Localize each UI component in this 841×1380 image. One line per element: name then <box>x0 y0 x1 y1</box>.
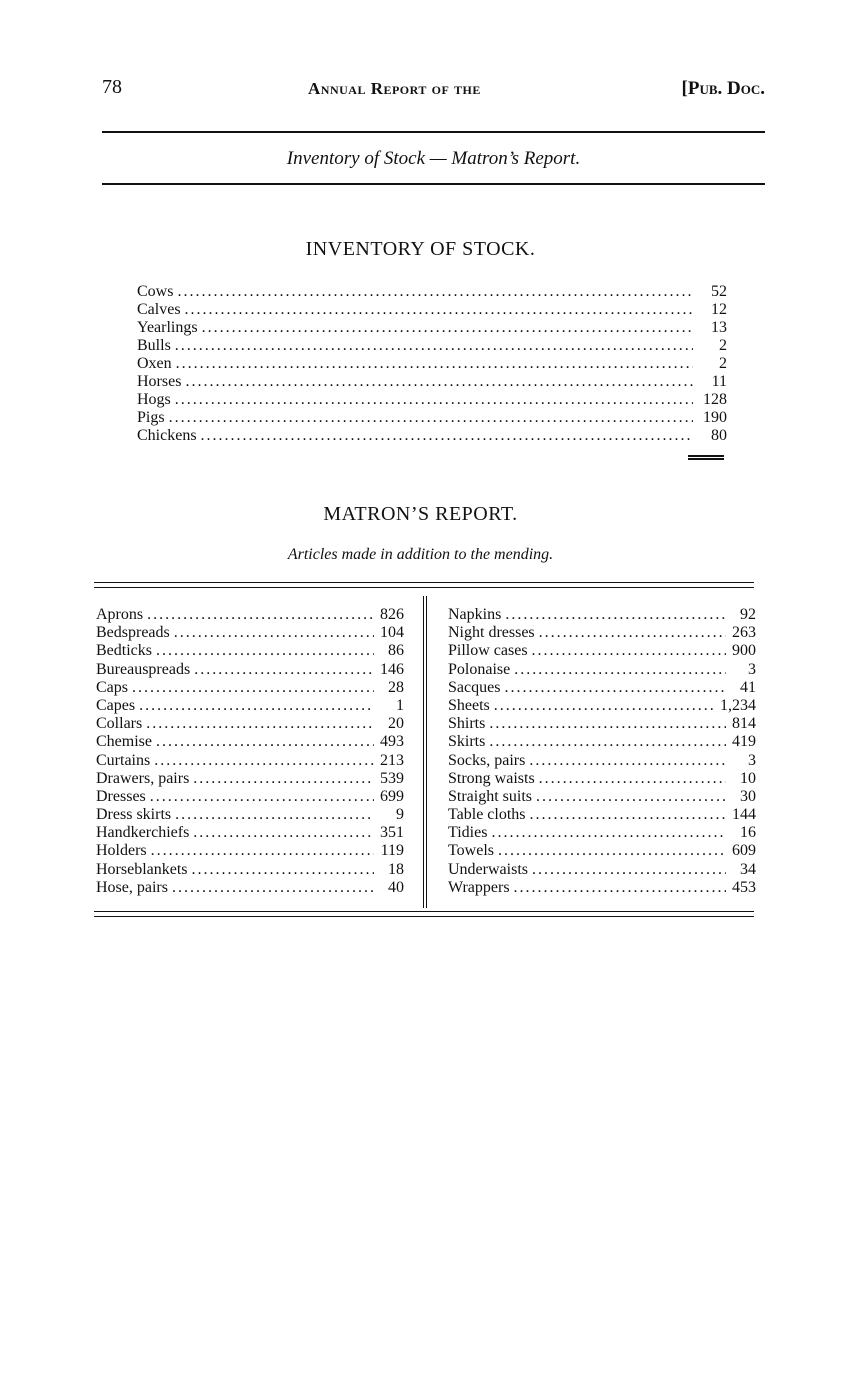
article-label: Tidies <box>448 824 488 842</box>
article-label: Dress skirts <box>96 806 172 824</box>
dot-leader <box>151 842 374 860</box>
article-value: 119 <box>380 842 404 860</box>
article-label: Sheets <box>448 696 490 714</box>
article-row <box>448 715 756 733</box>
stock-value: 190 <box>703 409 727 426</box>
article-value: 351 <box>380 824 404 842</box>
dot-leader <box>532 642 726 660</box>
dot-leader <box>532 861 726 879</box>
stock-label: Horses <box>137 373 182 390</box>
dot-leader <box>139 697 374 715</box>
article-value: 28 <box>388 678 404 696</box>
stock-label: Calves <box>137 301 181 318</box>
stock-value: 80 <box>711 427 727 444</box>
article-value: 9 <box>396 806 404 824</box>
article-value: 92 <box>740 606 756 623</box>
article-value: 20 <box>388 715 404 733</box>
stock-row <box>137 283 727 301</box>
stock-value: 52 <box>711 283 727 300</box>
article-label: Curtains <box>96 751 151 769</box>
matron-section-title: MATRON’S REPORT. <box>323 503 518 525</box>
stock-value: 11 <box>711 373 727 390</box>
article-row <box>448 642 756 660</box>
stock-row <box>137 301 727 319</box>
article-value: 900 <box>732 642 756 660</box>
stock-label: Cows <box>137 283 174 300</box>
dot-leader <box>201 427 693 445</box>
dot-leader <box>193 770 374 788</box>
dot-leader <box>156 642 374 660</box>
article-row <box>448 661 756 679</box>
article-label: Handkerchiefs <box>96 824 190 842</box>
article-label: Chemise <box>96 733 152 751</box>
article-row <box>448 733 756 751</box>
dot-leader <box>150 788 374 806</box>
dot-leader <box>154 752 374 770</box>
dot-leader <box>177 283 693 301</box>
article-label: Bedticks <box>96 642 152 660</box>
header-rule-bottom <box>102 183 765 185</box>
column-divider <box>423 596 427 908</box>
stock-value: 2 <box>719 337 727 354</box>
article-label: Polonaise <box>448 660 511 678</box>
article-row <box>96 879 404 897</box>
article-row <box>448 824 756 842</box>
article-value: 493 <box>380 733 404 751</box>
dot-leader <box>489 715 726 733</box>
article-row <box>448 624 756 642</box>
dot-leader <box>176 355 693 373</box>
article-label: Collars <box>96 715 143 733</box>
dot-leader <box>514 661 726 679</box>
article-label: Hose, pairs <box>96 878 168 896</box>
article-value: 86 <box>388 642 404 660</box>
dot-leader <box>494 697 716 715</box>
article-row <box>448 879 756 897</box>
article-label: Bureauspreads <box>96 660 191 678</box>
article-value: 609 <box>732 842 756 860</box>
article-label: Towels <box>448 842 494 860</box>
article-row <box>96 679 404 697</box>
stock-row <box>137 337 727 355</box>
article-row <box>448 842 756 860</box>
article-row <box>448 679 756 697</box>
article-row <box>96 715 404 733</box>
article-row <box>96 861 404 879</box>
article-row <box>96 606 404 624</box>
article-row <box>448 770 756 788</box>
article-label: Strong waists <box>448 769 535 787</box>
article-value: 16 <box>740 824 756 842</box>
running-head <box>102 76 765 102</box>
article-label: Aprons <box>96 606 144 623</box>
dot-leader <box>185 373 693 391</box>
stock-label: Chickens <box>137 427 197 444</box>
dot-leader <box>539 624 726 642</box>
stock-value: 128 <box>703 391 727 408</box>
article-value: 34 <box>740 860 756 878</box>
article-label: Table cloths <box>448 806 526 824</box>
document-series: [Pub. Doc. <box>681 78 765 99</box>
dot-leader <box>194 661 374 679</box>
stock-row <box>137 319 727 337</box>
article-label: Horseblankets <box>96 860 188 878</box>
article-row <box>96 788 404 806</box>
page-subheader: Inventory of Stock — Matron’s Report. <box>286 148 581 169</box>
article-value: 104 <box>380 624 404 642</box>
article-label: Napkins <box>448 606 502 623</box>
dot-leader <box>529 752 726 770</box>
article-row <box>96 824 404 842</box>
stock-label: Bulls <box>137 337 171 354</box>
article-row <box>448 606 756 624</box>
article-row <box>96 806 404 824</box>
dot-leader <box>175 806 374 824</box>
article-label: Socks, pairs <box>448 751 526 769</box>
dot-leader <box>174 624 374 642</box>
stock-row <box>137 409 727 427</box>
article-label: Shirts <box>448 715 486 733</box>
dot-leader <box>132 679 374 697</box>
articles-left-column <box>96 606 404 897</box>
article-row <box>96 697 404 715</box>
running-title: Annual Report of the <box>308 79 481 98</box>
dot-leader <box>193 824 374 842</box>
article-row <box>96 733 404 751</box>
article-value: 40 <box>388 878 404 896</box>
dot-leader <box>514 879 726 897</box>
page-number: 78 <box>102 76 122 98</box>
article-label: Underwaists <box>448 860 528 878</box>
article-value: 539 <box>380 769 404 787</box>
article-row <box>96 770 404 788</box>
article-value: 18 <box>388 860 404 878</box>
stock-list <box>137 283 727 445</box>
article-row <box>96 661 404 679</box>
dot-leader <box>536 788 726 806</box>
article-label: Wrappers <box>448 878 510 896</box>
article-row <box>448 806 756 824</box>
article-value: 814 <box>732 715 756 733</box>
dot-leader <box>185 301 693 319</box>
article-label: Dresses <box>96 787 146 805</box>
stock-label: Oxen <box>137 355 172 372</box>
article-label: Pillow cases <box>448 642 528 660</box>
dot-leader <box>169 409 693 427</box>
dot-leader <box>192 861 374 879</box>
article-value: 1 <box>396 696 404 714</box>
table-rule-bottom <box>94 911 754 917</box>
article-value: 144 <box>732 806 756 824</box>
table-rule-top <box>94 582 754 588</box>
article-value: 826 <box>380 606 404 623</box>
dot-leader <box>175 391 693 409</box>
article-value: 419 <box>732 733 756 751</box>
article-label: Sacques <box>448 678 501 696</box>
articles-right-column <box>448 606 756 897</box>
stock-label: Hogs <box>137 391 171 408</box>
stock-row <box>137 427 727 445</box>
stock-label: Yearlings <box>137 319 198 336</box>
article-value: 699 <box>380 787 404 805</box>
dot-leader <box>202 319 693 337</box>
article-value: 453 <box>732 878 756 896</box>
stock-label: Pigs <box>137 409 165 426</box>
article-label: Holders <box>96 842 147 860</box>
matron-subtitle: Articles made in addition to the mending. <box>287 546 554 563</box>
header-rule-top <box>102 131 765 133</box>
stock-value: 13 <box>711 319 727 336</box>
article-label: Night dresses <box>448 624 535 642</box>
article-label: Bedspreads <box>96 624 170 642</box>
stock-row <box>137 391 727 409</box>
article-label: Capes <box>96 696 136 714</box>
dot-leader <box>505 606 726 624</box>
article-label: Straight suits <box>448 787 533 805</box>
dot-leader <box>156 733 374 751</box>
article-value: 1,234 <box>720 696 756 714</box>
article-row <box>96 842 404 860</box>
stock-row <box>137 373 727 391</box>
article-row <box>96 752 404 770</box>
stock-section-title: INVENTORY OF STOCK. <box>305 238 536 260</box>
dot-leader <box>175 337 693 355</box>
dot-leader <box>172 879 374 897</box>
article-label: Drawers, pairs <box>96 769 190 787</box>
article-value: 213 <box>380 751 404 769</box>
stock-row <box>137 355 727 373</box>
article-label: Caps <box>96 678 128 696</box>
dot-leader <box>489 733 726 751</box>
dot-leader <box>498 842 726 860</box>
article-value: 3 <box>748 751 756 769</box>
article-row <box>448 788 756 806</box>
article-label: Skirts <box>448 733 486 751</box>
dot-leader <box>491 824 726 842</box>
article-value: 10 <box>740 769 756 787</box>
article-value: 146 <box>380 660 404 678</box>
dot-leader <box>539 770 726 788</box>
stock-value: 2 <box>719 355 727 372</box>
article-row <box>448 752 756 770</box>
dot-leader <box>504 679 726 697</box>
dot-leader <box>146 715 374 733</box>
total-rule <box>688 455 724 460</box>
dot-leader <box>530 806 726 824</box>
article-row <box>448 697 756 715</box>
article-row <box>96 642 404 660</box>
dot-leader <box>147 606 374 624</box>
article-value: 263 <box>732 624 756 642</box>
article-row <box>448 861 756 879</box>
article-row <box>96 624 404 642</box>
stock-value: 12 <box>711 301 727 318</box>
article-value: 30 <box>740 787 756 805</box>
article-value: 41 <box>740 678 756 696</box>
article-value: 3 <box>748 660 756 678</box>
